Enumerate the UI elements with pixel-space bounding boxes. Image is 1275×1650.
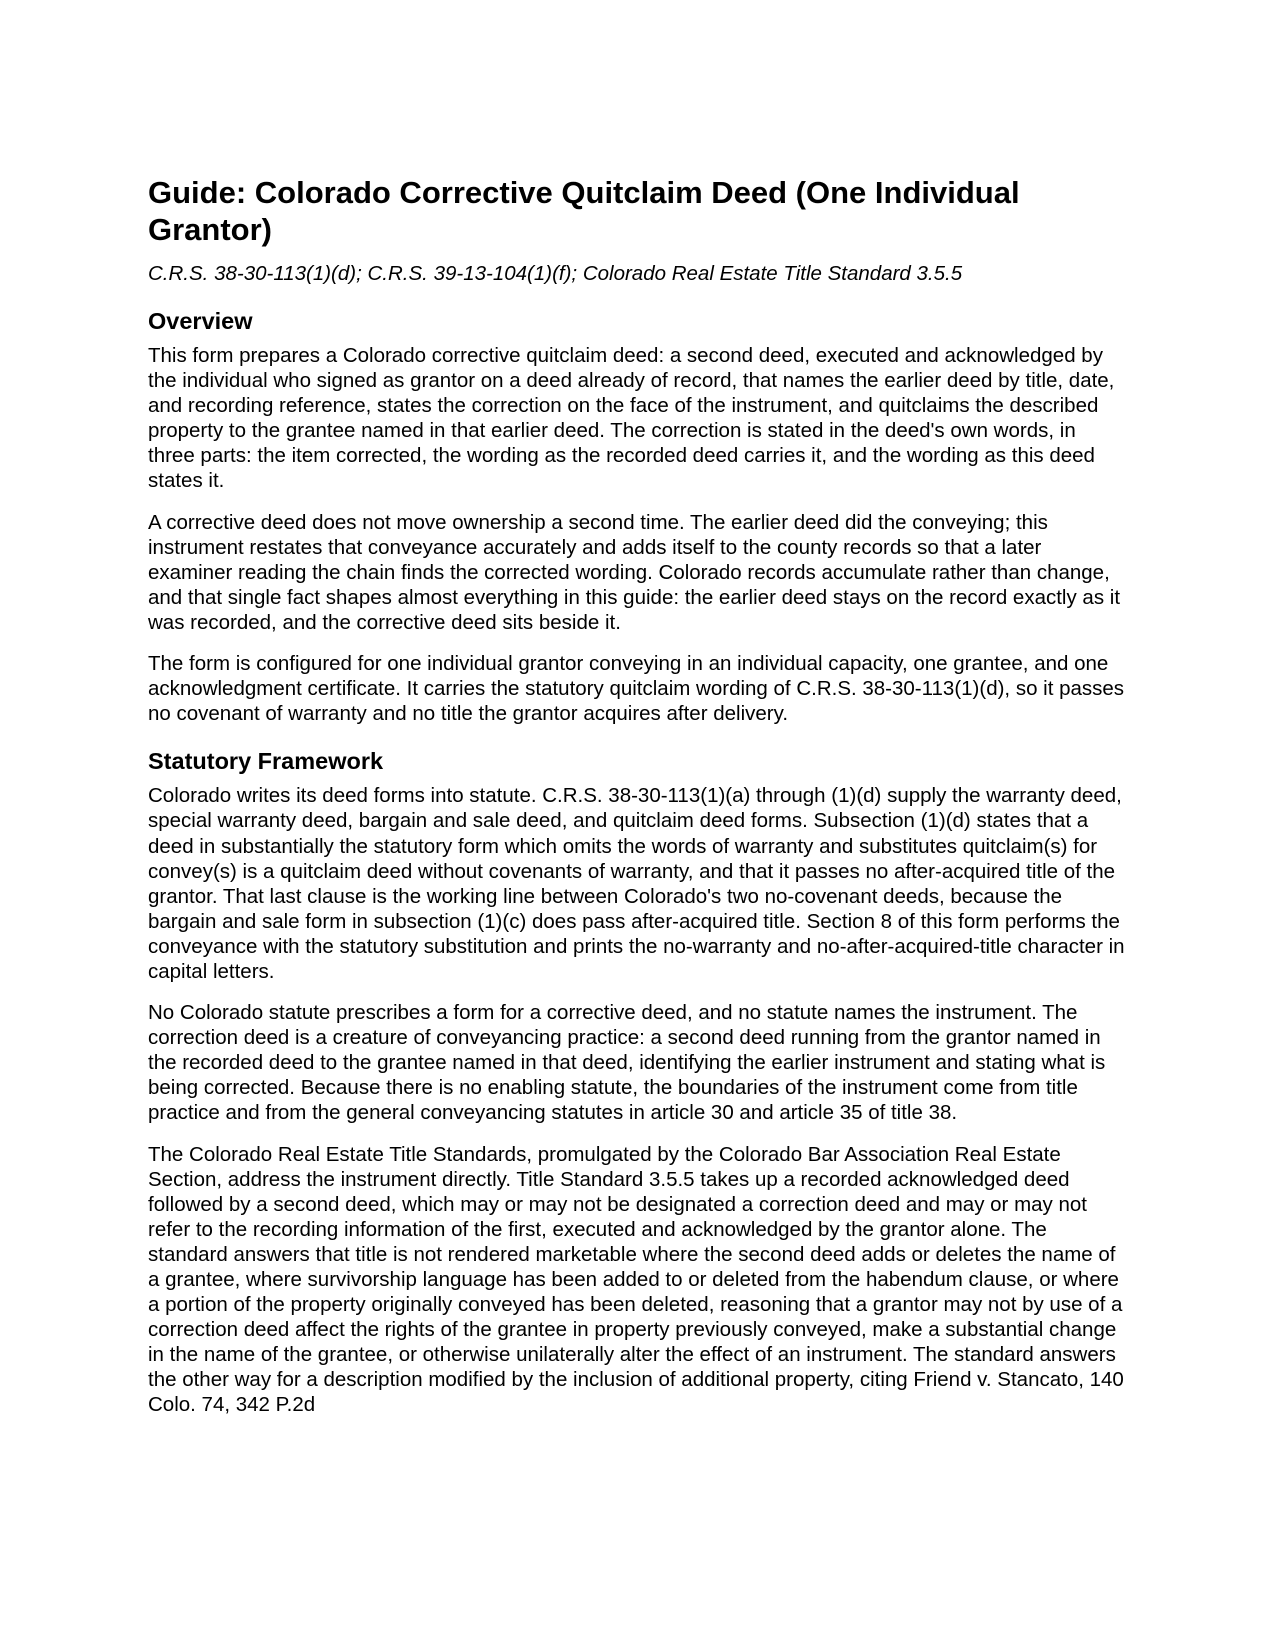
document-page	[148, 174, 1128, 1434]
overview-paragraph-2: A corrective deed does not move ownership a second time. The earlier deed did the conveying; this instrument restates that conveyance accurately and adds itself to the county records so that a later examiner reading the chain finds the corrected wording. Colorado records accumulate rather than change, and that single fact shapes almost everything in this guide: the earlier deed stays on the record exactly as it was recorded, and the corrective deed sits beside it.	[148, 510, 1121, 634]
section-heading-statutory-framework: Statutory Framework	[148, 748, 384, 775]
document-title: Guide: Colorado Corrective Quitclaim Deed (One Individual Grantor)	[148, 175, 1020, 247]
overview-paragraph-3: The form is configured for one individual grantor conveying in an individual capacity, one grantee, and one acknowledgment certificate. It carries the statutory quitclaim wording of C.R.S. 38-30-113(1)(d), so it passes no covenant of warranty and no title the grantor acquires after delivery.	[148, 652, 1125, 726]
framework-paragraph-2: No Colorado statute prescribes a form for a corrective deed, and no statute names the instrument. The correction deed is a creature of conveyancing practice: a second deed running from the grantor named in the recorded deed to the grantee named in that deed, identifying the earlier instrument and stating what is being corrected. Because there is no enabling statute, the boundaries of the instrument come from title practice and from the general conveyancing statutes in article 30 and article 35 of title 38.	[148, 1001, 1106, 1125]
statute-citation: C.R.S. 38-30-113(1)(d); C.R.S. 39-13-104(1)(f); Colorado Real Estate Title Standard 3.5.5	[148, 262, 963, 285]
framework-paragraph-1: Colorado writes its deed forms into statute. C.R.S. 38-30-113(1)(a) through (1)(d) supply the warranty deed, special warranty deed, bargain and sale deed, and quitclaim deed forms. Subsection (1)(d) states that a deed in substantially the statutory form which omits the words of warranty and substitutes quitclaim(s) for convey(s) is a quitclaim deed without covenants of warranty, and that it passes no after-acquired title of the grantor. That last clause is the working line between Colorado's two no-covenant deeds, because the bargain and sale form in subsection (1)(c) does pass after-acquired title. Section 8 of this form performs the conveyance with the statutory substitution and prints the no-warranty and no-after-acquired-title character in capital letters.	[148, 784, 1125, 983]
framework-paragraph-3: The Colorado Real Estate Title Standards, promulgated by the Colorado Bar Association Real Estate Section, address the instrument directly. Title Standard 3.5.5 takes up a recorded acknowledged deed followed by a second deed, which may or may not be designated a correction deed and may or may not refer to the recording information of the first, executed and acknowledged by the grantor alone. The standard answers that title is not rendered marketable where the second deed adds or deletes the name of a grantee, where survivorship language has been added to or deleted from the habendum clause, or where a portion of the property originally conveyed has been deleted, reasoning that a grantor may not by use of a correction deed affect the rights of the grantee in property previously conveyed, make a substantial change in the name of the grantee, or otherwise unilaterally alter the effect of an instrument. The standard answers the other way for a description modified by the inclusion of additional property, citing Friend v. Stancato, 140 Colo. 74, 342 P.2d	[148, 1142, 1124, 1417]
overview-paragraph-1: This form prepares a Colorado corrective quitclaim deed: a second deed, executed and acknowledged by the individual who signed as grantor on a deed already of record, that names the earlier deed by title, date, and recording reference, states the correction on the face of the instrument, and quitclaims the described property to the grantee named in that earlier deed. The correction is stated in the deed's own words, in three parts: the item corrected, the wording as the recorded deed carries it, and the wording as this deed states it.	[148, 344, 1115, 493]
section-heading-overview: Overview	[148, 308, 253, 334]
